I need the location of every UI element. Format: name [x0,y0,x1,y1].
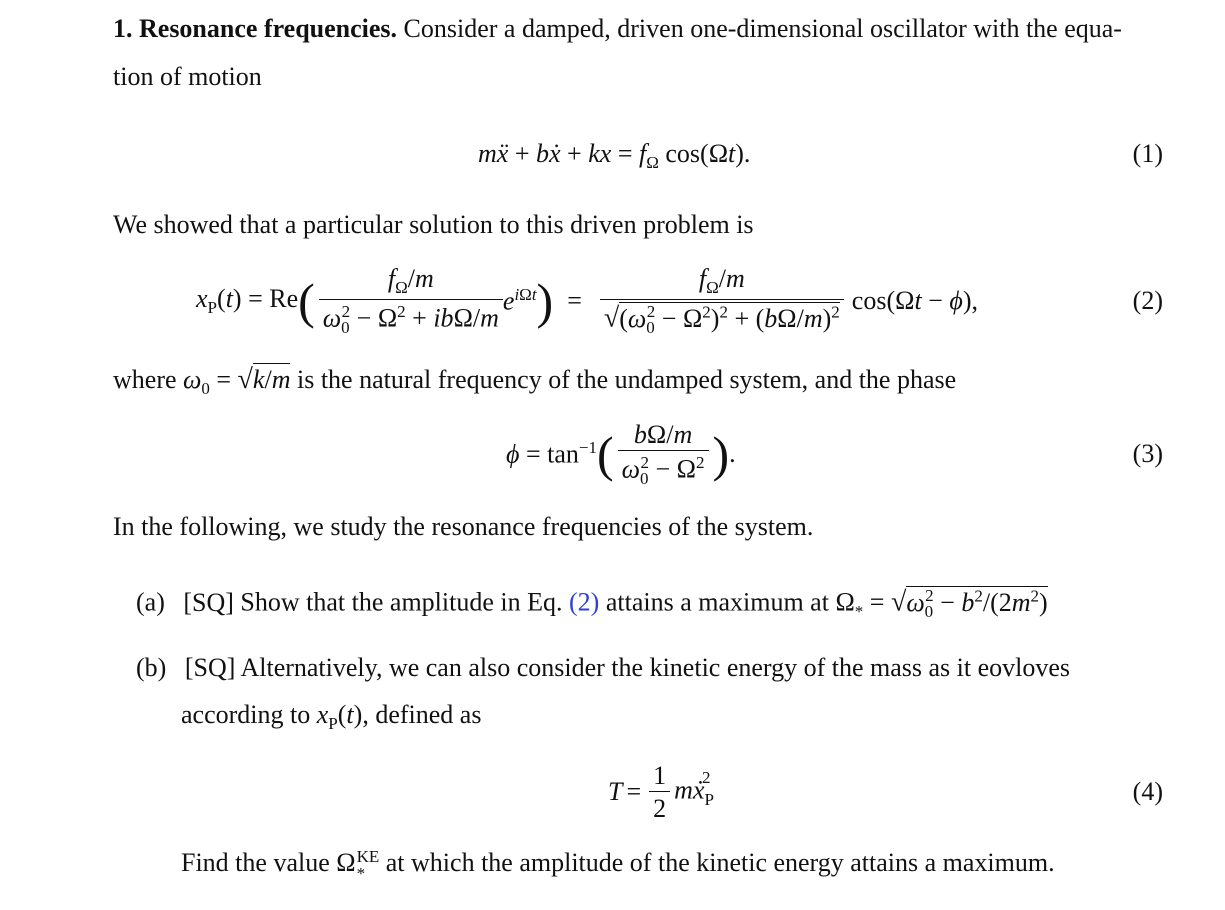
part-a-text2: attains a maximum at [605,587,829,617]
equation-2-reference-link[interactable]: (2) [569,587,600,617]
eq2-amplitude-fraction: $\frac{f_\Omega/m}{√(\omega_0^2 - \Omega^2)^2 + (b\Omega/m)^2}$ [600,265,844,337]
problem-heading [113,14,1122,44]
part-b-line2-suffix: , defined as [362,700,482,729]
part-b-find-suffix: at which the amplitude of the kinetic energy attains a maximum. [385,848,1055,877]
problem-intro-line1: Consider a damped, driven one-dimensional oscillator with the equa- [403,14,1122,43]
eq3-fraction: $\frac{b\Omega/m}{\omega_0^2 - \Omega^2}$ [618,421,709,488]
equation-3-number: (3) [1132,439,1163,468]
part-b-find-prefix: Find the value [181,848,330,877]
text-following: In the following, we study the resonance frequencies of the system. [113,512,814,541]
part-b-find-line: Find the value Ω KE * at which the amplitude of the kinetic energy attains a maximum. [181,847,1055,884]
part-b-tag: [SQ] [184,653,236,682]
part-b-line2: according to $x_P(t)$, defined as [181,700,482,734]
equation-3: $\phi = \tan^{-1}$ ( $\frac{b\Omega/m}{\omega_0^2 - \Omega^2}$ ) . [506,419,736,488]
problem-title: Resonance frequencies. [139,14,398,43]
where-line: where $\omega_0 = √k/m$ is the natural frequency of the undamped system, and the phase [113,364,957,399]
eq4-half-fraction: $\frac{1}{2}$ [649,762,670,823]
equation-1: mẍ + bẋ + kx = $f_\Omega$ cos(Ωt). [478,139,751,173]
where-suffix: is the natural frequency of the undamped system, and the phase [296,365,957,394]
part-a-text: Show that the amplitude in Eq. [240,587,563,617]
problem-intro-line2: tion of motion [113,62,262,91]
part-a-tag: [SQ] [183,587,234,617]
part-a-label: (a) [136,587,165,617]
part-b-label: (b) [136,653,167,682]
text-particular-solution: We showed that a particular solution to this driven problem is [113,210,754,239]
part-b-line2-prefix: according to [181,700,311,729]
re-operator: Re [269,283,299,313]
equation-4-number: (4) [1132,777,1163,806]
equation-1-number: (1) [1132,139,1163,168]
where-prefix: where [113,365,177,394]
part-b-text-line1: Alternatively, we can also consider the kinetic energy of the mass as it eovloves [240,653,1071,682]
equation-2: $x_P(t) = Re$ ( $\frac{f_\Omega/m}{\omega_0^2 - \Omega^2 + ib\Omega/m}$ $e^{i\Omega t}$ ) = $\frac{f_\Omega/m}{√(\omega_0^2 - \Omega^2)^2 + (b\Omega/m)^2}$ cos(Ωt − ϕ), [196,264,978,338]
part-b-line1 [136,653,1070,683]
problem-number: 1. [113,14,133,43]
eq2-complex-fraction: $\frac{f_\Omega/m}{\omega_0^2 - \Omega^2 + ib\Omega/m}$ [319,265,503,337]
equation-4: T = $\frac{1}{2}$ mẋ$_P^2$ [608,760,714,823]
equation-2-number: (2) [1132,286,1163,315]
part-a: (a) [SQ] Show that the amplitude in Eq. (2) attains a maximum at $\Omega_* = √\omega_0^2 - b^2/(2m^2)$ [136,586,1048,621]
